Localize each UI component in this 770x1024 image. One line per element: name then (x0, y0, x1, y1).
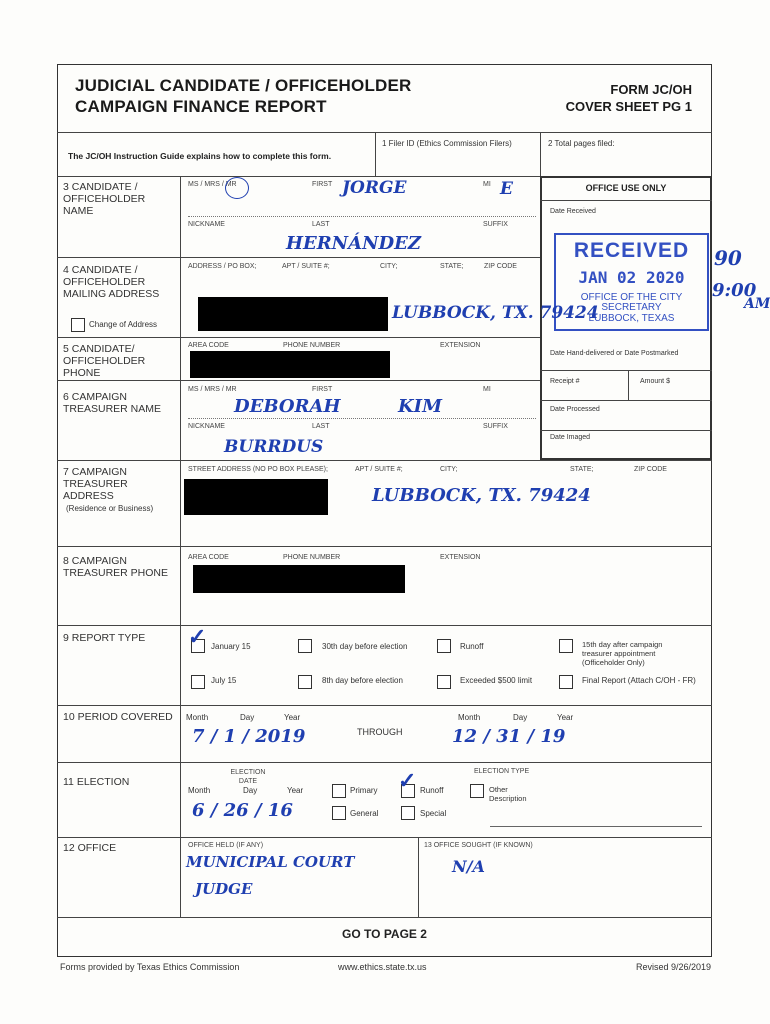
area-code-label: AREA CODE (188, 342, 229, 349)
rule (540, 400, 712, 401)
year-label: Year (557, 713, 574, 722)
day-8-checkbox[interactable] (298, 675, 312, 689)
go-to-page-2: GO TO PAGE 2 (342, 927, 427, 941)
extension-label: EXTENSION (440, 554, 481, 561)
day-label: Day (243, 786, 258, 795)
july-15-checkbox[interactable] (191, 675, 205, 689)
area-code-label: AREA CODE (188, 554, 229, 561)
rule (540, 430, 712, 431)
period-end-date[interactable]: 12 / 31 / 19 (452, 726, 566, 747)
city-label: CITY; (380, 263, 398, 270)
mi-label: MI (483, 181, 491, 188)
redaction-block (198, 297, 388, 331)
rule (57, 132, 712, 133)
section-8-label: 8 CAMPAIGN TREASURER PHONE (63, 555, 169, 579)
section-11-label: 11 ELECTION (63, 776, 130, 788)
state-label: STATE; (570, 466, 594, 473)
apt-suite-label: APT / SUITE #; (282, 263, 330, 270)
rule (375, 132, 376, 176)
section-5-label: 5 CANDIDATE/ OFFICEHOLDER PHONE (63, 343, 146, 379)
period-start-date[interactable]: 7 / 1 / 2019 (192, 726, 306, 747)
redaction-block (184, 479, 328, 515)
rule (57, 257, 540, 258)
ms-mrs-mr-label: MS / MRS / MR (188, 181, 237, 188)
special-checkbox[interactable] (401, 806, 415, 820)
final-report-label: Final Report (Attach C/OH - FR) (582, 676, 696, 685)
rule (57, 762, 712, 763)
total-pages-label: 2 Total pages filed: (548, 139, 615, 148)
year-label: Year (284, 713, 301, 722)
rule (57, 917, 712, 918)
date-received-label: Date Received (550, 208, 596, 215)
july-15-label: July 15 (211, 676, 237, 685)
state-label: STATE; (440, 263, 464, 270)
first-label: FIRST (312, 386, 333, 393)
last-label: LAST (312, 423, 330, 430)
section-6-label: 6 CAMPAIGN TREASURER NAME (63, 391, 162, 415)
office-sought-label: 13 OFFICE SOUGHT (IF KNOWN) (424, 842, 533, 849)
office-sought-value[interactable]: N/A (452, 857, 485, 876)
instruction-guide-text: The JC/OH Instruction Guide explains how to complete this form. (68, 151, 332, 161)
candidate-first-name[interactable]: JORGE (342, 178, 407, 198)
treasurer-middle-name[interactable]: KIM (398, 396, 442, 417)
section-10-label: 10 PERIOD COVERED (63, 711, 173, 723)
zip-label: ZIP CODE (634, 466, 667, 473)
form-title-line1: JUDICIAL CANDIDATE / OFFICEHOLDER (75, 76, 412, 95)
treasurer-city-state-zip[interactable]: LUBBOCK, TX. 79424 (372, 485, 591, 506)
treasurer-first-name[interactable]: DEBORAH (234, 396, 341, 417)
day-label: Day (240, 713, 255, 722)
mi-label: MI (483, 386, 491, 393)
date-imaged-label: Date Imaged (550, 434, 591, 441)
month-label: Month (186, 713, 209, 722)
exceeded-limit-checkbox[interactable] (437, 675, 451, 689)
runoff-checkbox[interactable] (437, 639, 451, 653)
primary-label: Primary (350, 786, 378, 795)
special-label: Special (420, 809, 447, 818)
rule (57, 460, 712, 461)
address-label: ADDRESS / PO BOX; (188, 263, 257, 270)
rule (628, 370, 629, 400)
day-30-label: 30th day before election (322, 642, 408, 651)
section-9-label: 9 REPORT TYPE (63, 632, 146, 644)
other-description-line (490, 826, 702, 827)
rule (57, 337, 540, 338)
section-12-label: 12 OFFICE (63, 842, 117, 854)
dotted-divider (188, 216, 536, 217)
margin-note: AM (744, 296, 770, 312)
january-15-label: January 15 (211, 642, 251, 651)
margin-note: 90 (714, 246, 742, 270)
rule (57, 705, 712, 706)
rule (57, 837, 712, 838)
apt-suite-label: APT / SUITE #; (355, 466, 403, 473)
final-report-checkbox[interactable] (559, 675, 573, 689)
amount-label: Amount $ (640, 378, 670, 385)
stamp-city: LUBBOCK, TEXAS (588, 313, 675, 324)
day-15-label: 15th day after campaign treasurer appointment (Officeholder Only) (582, 640, 663, 667)
extension-label: EXTENSION (440, 342, 481, 349)
rule (180, 176, 181, 917)
election-date-label: ELECTION DATE (230, 769, 266, 785)
redaction-block (190, 351, 390, 378)
redaction-block (193, 565, 405, 593)
change-of-address-checkbox[interactable] (71, 318, 85, 332)
candidate-last-name[interactable]: HERNÁNDEZ (286, 233, 422, 254)
office-held-value-line2[interactable]: JUDGE (195, 880, 253, 898)
candidate-city-state-zip[interactable]: LUBBOCK, TX. 79424 (392, 303, 599, 323)
rule (540, 370, 712, 371)
day-30-checkbox[interactable] (298, 639, 312, 653)
footer-revised: Revised 9/26/2019 (636, 962, 712, 972)
day-15-checkbox[interactable] (559, 639, 573, 653)
treasurer-last-name[interactable]: BURRDUS (224, 437, 324, 457)
section-3-label: 3 CANDIDATE / OFFICEHOLDER NAME (63, 181, 146, 217)
other-description-label: Other Description (489, 785, 527, 803)
month-label: Month (458, 713, 481, 722)
exceeded-limit-label: Exceeded $500 limit (460, 676, 533, 685)
through-label: THROUGH (357, 727, 403, 737)
footer-left: Forms provided by Texas Ethics Commission (60, 962, 240, 972)
general-label: General (350, 809, 379, 818)
nickname-label: NICKNAME (188, 221, 225, 228)
footer-website: www.ethics.state.tx.us (338, 962, 427, 972)
rule (57, 380, 540, 381)
residence-or-business: (Residence or Business) (66, 504, 154, 513)
last-label: LAST (312, 221, 330, 228)
rule (540, 132, 541, 176)
margin-note: 9:00 (712, 280, 757, 301)
mr-circle-mark (225, 177, 249, 199)
rule (57, 546, 712, 547)
general-checkbox[interactable] (332, 806, 346, 820)
receipt-label: Receipt # (550, 378, 580, 385)
suffix-label: SUFFIX (483, 221, 508, 228)
ms-mrs-mr-label: MS / MRS / MR (188, 386, 237, 393)
day-label: Day (513, 713, 528, 722)
candidate-middle-initial[interactable]: E (500, 179, 513, 199)
year-label: Year (287, 786, 304, 795)
other-election-checkbox[interactable] (470, 784, 484, 798)
filer-id-label: 1 Filer ID (Ethics Commission Filers) (382, 139, 512, 148)
primary-checkbox[interactable] (332, 784, 346, 798)
dotted-divider (188, 418, 536, 419)
office-held-label: OFFICE HELD (IF ANY) (188, 842, 264, 849)
rule (540, 200, 712, 201)
office-use-heading: OFFICE USE ONLY (585, 183, 667, 193)
city-label: CITY; (440, 466, 458, 473)
election-type-label: ELECTION TYPE (474, 768, 530, 775)
street-address-label: STREET ADDRESS (NO PO BOX PLEASE); (188, 466, 328, 473)
check-mark-icon: ✓ (188, 624, 207, 649)
phone-number-label: PHONE NUMBER (283, 342, 341, 349)
stamp-date: JAN 02 2020 (578, 268, 685, 287)
runoff-election-label: Runoff (420, 786, 444, 795)
date-hand-delivered-label: Date Hand-delivered or Date Postmarked (550, 350, 679, 357)
stamp-office: OFFICE OF THE CITY SECRETARY (580, 292, 683, 313)
rule (57, 625, 712, 626)
nickname-label: NICKNAME (188, 423, 225, 430)
form-title-line2: CAMPAIGN FINANCE REPORT (75, 97, 327, 116)
month-label: Month (188, 786, 211, 795)
date-processed-label: Date Processed (550, 406, 600, 413)
suffix-label: SUFFIX (483, 423, 508, 430)
rule (418, 837, 419, 917)
first-label: FIRST (312, 181, 333, 188)
form-id: FORM JC/OH (610, 82, 692, 97)
election-date-value[interactable]: 6 / 26 / 16 (192, 800, 293, 821)
change-of-address-label: Change of Address (89, 320, 158, 329)
day-8-label: 8th day before election (322, 676, 403, 685)
runoff-label: Runoff (460, 642, 484, 651)
section-7-label: 7 CAMPAIGN TREASURER ADDRESS (63, 466, 128, 502)
zip-label: ZIP CODE (484, 263, 517, 270)
office-held-value-line1[interactable]: MUNICIPAL COURT (186, 853, 355, 871)
check-mark-icon: ✓ (398, 768, 417, 793)
phone-number-label: PHONE NUMBER (283, 554, 341, 561)
cover-sheet-label: COVER SHEET PG 1 (565, 99, 692, 114)
section-4-label: 4 CANDIDATE / OFFICEHOLDER MAILING ADDRESS (63, 264, 160, 300)
stamp-received-text: RECEIVED (573, 239, 690, 262)
